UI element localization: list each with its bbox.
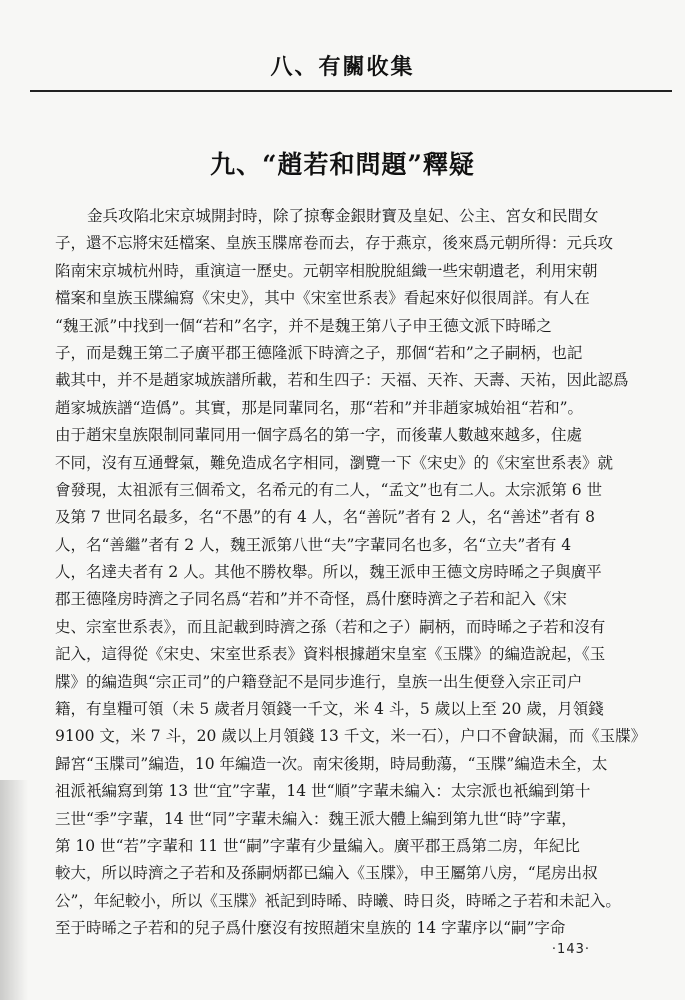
text-line: 人，名達夫者有 2 人。其他不勝枚舉。所以，魏王派申王德文房時晞之子與廣平: [55, 563, 602, 582]
text-line: 由于趙宋皇族限制同輩同用一個字爲名的第一字，而後輩人數越來越多，住處: [55, 426, 583, 445]
text-line: 金兵攻陷北宋京城開封時，除了掠奪金銀財寶及皇妃、公主、宮女和民間女: [87, 207, 599, 225]
text-line: 子，還不忘將宋廷檔案、皇族玉牒席卷而去，存于燕京，後來爲元朝所得：元兵攻: [55, 234, 614, 253]
text-line: 及第 7 世同名最多，名“不愚”的有 4 人，名“善阮”者有 2 人，名“善述”者有 8: [55, 508, 595, 527]
text-line: 不同，沒有互通聲氣，難免造成名字相同，瀏覽一下《宋史》的《宋室世系表》就: [55, 453, 614, 472]
text-line: 牒》的編造與“宗正司”的户籍登記不是同步進行，皇族一出生便登入宗正司户: [55, 672, 583, 691]
text-line: 公”，年紀較小，所以《玉牒》衹記到時晞、時曦、時日炎，時晞之子若和未記入。: [55, 891, 621, 910]
text-line: 三世“季”字輩，14 世“同”字輩未編入：魏王派大體上編到第九世“時”字輩，: [55, 809, 577, 828]
text-line: 載其中，并不是趙家城族譜所載，若和生四子：天福、天祚、天壽、天祐，因此認爲: [55, 371, 629, 390]
text-line: 第 10 世“若”字輩和 11 世“嗣”字輩有少量編入。廣平郡王爲第二房，年紀比: [55, 836, 580, 855]
text-line: 歸宮“玉牒司”編造，10 年編造一次。南宋後期，時局動蕩，“玉牒”編造未全，太: [55, 754, 608, 773]
text-line: 人，名“善繼”者有 2 人，魏王派第八世“夫”字輩同名也多，名“立夫”者有 4: [55, 535, 572, 554]
chapter-title: 九、“趙若和問題”釋疑: [210, 150, 475, 179]
text-line: 祖派衹編寫到第 13 世“宜”字輩，14 世“順”字輩未編入：太宗派也衹編到第十: [55, 782, 591, 801]
text-line: 較大，所以時濟之子若和及孫嗣炳都已編入《玉牒》，申王屬第八房，“尾房出叔: [55, 864, 598, 883]
running-header: 八、有關收集: [270, 55, 415, 80]
body-text: [55, 203, 655, 943]
text-line: 郡王德隆房時濟之子同名爲“若和”并不奇怪，爲什麼時濟之子若和記入《宋: [55, 590, 567, 609]
scan-shadow: [0, 780, 28, 1000]
page-number: ·143·: [551, 942, 590, 957]
header-rule: [30, 90, 672, 92]
text-line: 陷南宋京城杭州時，重演這一歷史。元朝宰相脫脫組織一些宋朝遺老，利用宋朝: [55, 261, 598, 280]
text-line: 趙家城族譜“造僞”。其實，那是同輩同名，那“若和”并非趙家城始祖“若和”。: [55, 398, 584, 417]
text-line: 籍，有皇糧可領（未 5 歲者月領錢一千文，米 4 斗，5 歲以上至 20 歲，月領錢: [55, 700, 604, 719]
text-line: 記入，這得從《宋史、宋室世系表》資料根據趙宋皇室《玉牒》的編造說起，《玉: [55, 645, 606, 664]
text-line: “魏王派”中找到一個“若和”名字，并不是魏王第八子申王德文派下時晞之: [55, 316, 552, 335]
text-line: 9100 文，米 7 斗，20 歲以上月領錢 13 千文，米一石），户口不會缺漏，而《玉牒》: [55, 727, 647, 746]
text-line: 會發現，太祖派有三個希文，名希元的有二人，“孟文”也有二人。太宗派第 6 世: [55, 480, 603, 499]
text-line: 子，而是魏王第二子廣平郡王德隆派下時濟之子，那個“若和”之子嗣柄，也記: [55, 343, 583, 362]
text-line: 至于時晞之子若和的兒子爲什麼沒有按照趙宋皇族的 14 字輩序以“嗣”字命: [55, 919, 566, 938]
text-line: 檔案和皇族玉牒編寫《宋史》，其中《宋室世系表》看起來好似很周詳。有人在: [55, 289, 590, 308]
text-line: 史、宗室世系表》，而且記載到時濟之孫（若和之子）嗣柄，而時晞之子若和沒有: [55, 617, 606, 636]
